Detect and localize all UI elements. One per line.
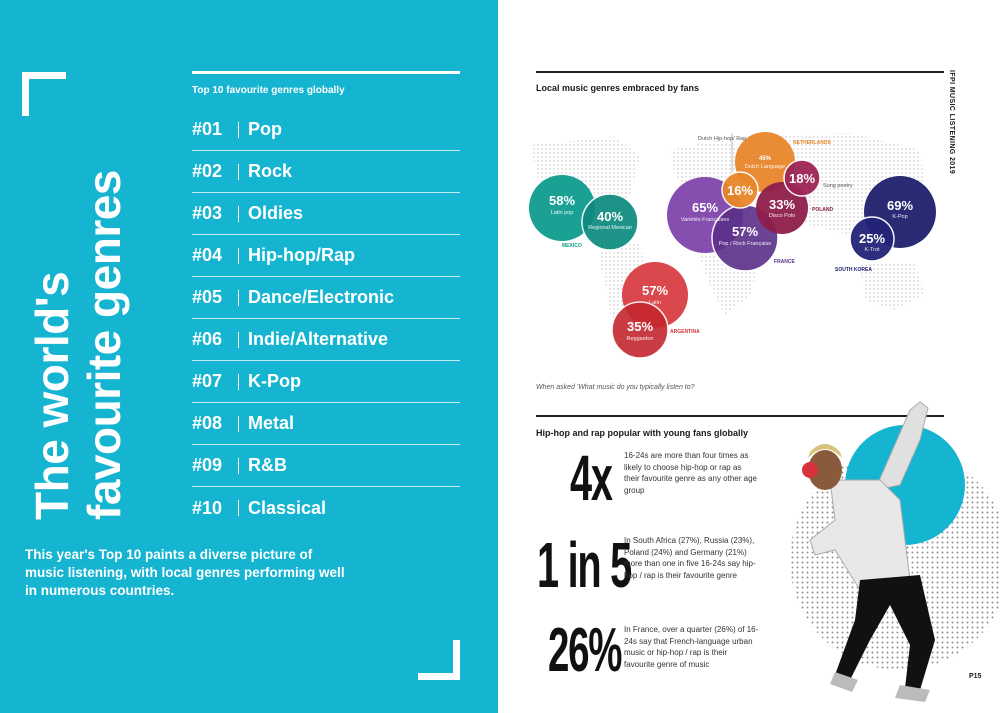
- stat-big-number: 1 in 5: [537, 529, 632, 601]
- genre-row: [192, 487, 460, 529]
- bubble-pct: 35%: [626, 319, 654, 334]
- page-title-line-2: favourite genres: [78, 170, 130, 520]
- genre-rank: #10: [192, 497, 223, 518]
- stat-description: 16-24s are more than four times as likely to choose hip-hop or rap as their favourite genre as any other age group: [624, 451, 757, 495]
- left-panel: [0, 0, 498, 713]
- genre-name: Classical: [248, 497, 327, 518]
- country-france: FRANCE: [774, 259, 795, 265]
- genre-rank: #06: [192, 329, 223, 349]
- separator: [238, 248, 239, 264]
- country-mexico: MEXICO: [562, 243, 582, 249]
- genres-heading: Top 10 favourite genres globally: [192, 85, 345, 96]
- genre-rank: #03: [192, 203, 223, 223]
- stat-description: In France, over a quarter (26%) of 16-24s say that French-language urban music or hip-hop / rap is their favourite genre of music: [624, 625, 759, 669]
- genre-name: Oldies: [248, 203, 304, 223]
- genre-row: [192, 151, 460, 193]
- genre-row: [192, 319, 460, 361]
- separator: [238, 122, 239, 138]
- stat-big-number: 26%: [548, 616, 622, 685]
- bubble-pct: 65%: [691, 200, 719, 215]
- genre-rank: #07: [192, 371, 223, 391]
- bubble-pct: 18%: [788, 171, 816, 186]
- divider: [192, 71, 460, 74]
- running-header: IFPI MUSIC LISTENING 2019: [948, 70, 955, 175]
- bubble-pct: 33%: [768, 197, 796, 212]
- bubble-label: Pop / Rock Française: [718, 241, 772, 247]
- stat-description: In South Africa (27%), Russia (23%), Poland (24%) and Germany (21%) more than one in five 16-24s say hip-hop / rap is their favourite genre: [624, 536, 756, 580]
- bubble-label: Latin: [649, 300, 661, 306]
- divider: [536, 71, 944, 73]
- map-title: Local music genres embraced by fans: [536, 83, 700, 93]
- bubble-pct: 57%: [641, 283, 669, 298]
- country-argentina: ARGENTINA: [670, 329, 700, 335]
- genre-rank: #05: [192, 287, 223, 307]
- separator: [238, 290, 239, 306]
- genre-name: Hip-hop/Rap: [248, 245, 355, 265]
- genre-row: [192, 193, 460, 235]
- country-poland: POLAND: [812, 207, 834, 213]
- page-title: [26, 160, 130, 520]
- bubble-label: K-Trot: [864, 247, 880, 253]
- bubble-label: Dutch Language: [744, 164, 786, 170]
- bubble-label: Latin pop: [550, 210, 574, 216]
- separator: [238, 206, 239, 222]
- separator: [238, 500, 239, 516]
- bubble-pct: 45%: [758, 156, 772, 162]
- top-genres-list: [192, 71, 460, 529]
- genre-name: Pop: [248, 119, 282, 139]
- genre-rank: #04: [192, 245, 223, 265]
- genre-name: K-Pop: [248, 371, 301, 391]
- bubble-pct: 16%: [726, 183, 754, 198]
- page-title-line-1: The world's: [26, 271, 78, 520]
- genre-row: [192, 361, 460, 403]
- separator: [238, 164, 239, 180]
- genre-rank: #09: [192, 455, 223, 475]
- bubble-label: Regional Mexican: [588, 225, 632, 231]
- separator: [238, 458, 239, 474]
- genre-row: [192, 235, 460, 277]
- genre-name: Rock: [248, 161, 293, 181]
- intro-text: This year's Top 10 paints a diverse picture of music listening, with local genres performing well in numerous countries.: [25, 547, 345, 598]
- genre-name: Dance/Electronic: [248, 287, 395, 307]
- genre-row: [192, 277, 460, 319]
- bubble-label: K-Pop: [892, 214, 908, 220]
- genre-row: [192, 403, 460, 445]
- genre-rank: #02: [192, 161, 223, 181]
- bubble-label: Reggaeton: [626, 336, 654, 342]
- stat-big-number: 4x: [570, 442, 612, 514]
- bubble-label: Variétés Françaises: [680, 217, 730, 223]
- page-number: P15: [969, 673, 982, 680]
- corner-bracket-bottom-right: [418, 640, 460, 680]
- genre-bubble-map: [520, 115, 945, 370]
- bubble-label: Disco Polo: [768, 213, 796, 219]
- genre-name: Metal: [248, 413, 295, 433]
- corner-bracket-top-left: [22, 72, 66, 116]
- genre-rank: #08: [192, 413, 223, 433]
- separator: [238, 374, 239, 390]
- bubble-pct: 40%: [596, 209, 624, 224]
- bubble-pct: 25%: [858, 231, 886, 246]
- dancer-illustration: [760, 390, 1000, 713]
- genre-name: R&B: [248, 455, 287, 475]
- country-south-korea: SOUTH KOREA: [835, 267, 872, 273]
- bubble-pct: 69%: [886, 198, 914, 213]
- genre-name: Indie/Alternative: [248, 329, 389, 349]
- separator: [238, 332, 239, 348]
- genre-rank: #01: [192, 119, 223, 139]
- genre-row: [192, 445, 460, 487]
- callout-dutch-hiphop: Dutch Hip-hop/ Rap: [698, 136, 747, 142]
- bubble-pct: 58%: [548, 193, 576, 208]
- hiphop-title: Hip-hop and rap popular with young fans globally: [536, 428, 748, 438]
- genre-row: [192, 109, 460, 151]
- bubble-pct: 57%: [731, 224, 759, 239]
- callout-sung-poetry: Sung poetry: [823, 183, 853, 189]
- country-netherlands: NETHERLANDS: [793, 140, 831, 146]
- separator: [238, 416, 239, 432]
- map-footnote: When asked 'What music do you typically listen to?: [536, 384, 695, 391]
